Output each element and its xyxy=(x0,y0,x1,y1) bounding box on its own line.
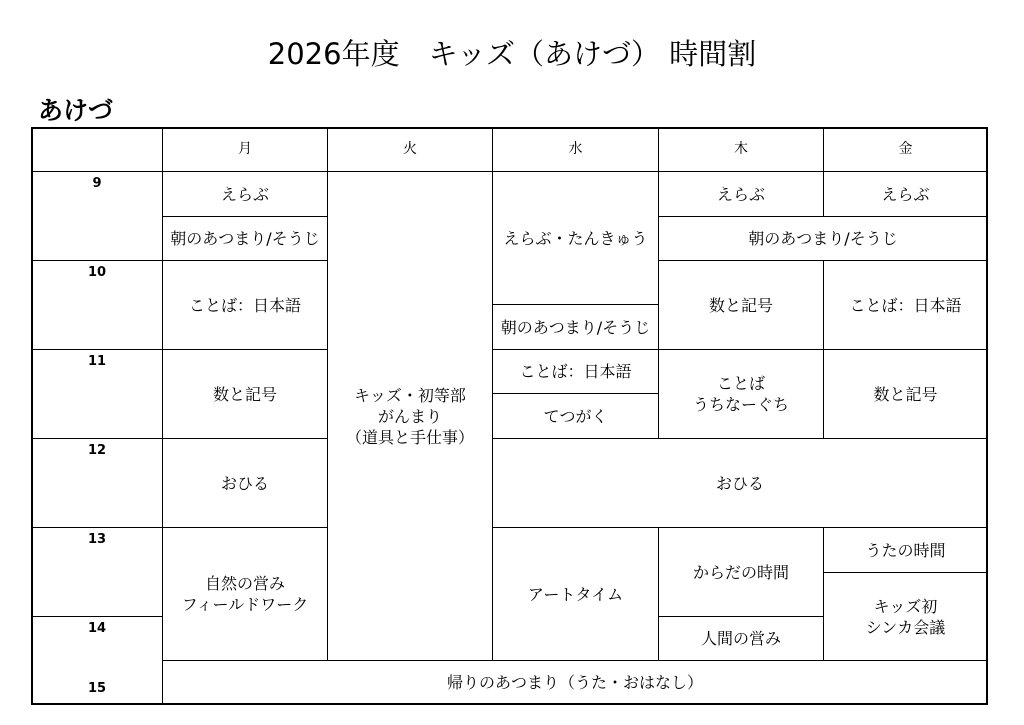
page-title: 2026年度 キッズ（あけづ） 時間割 xyxy=(267,37,757,71)
cell-tue-kids: キッズ・初等部 がんまり （道具と手仕事） xyxy=(327,171,493,661)
hour-label: 15 xyxy=(87,681,107,696)
header-mon: 月 xyxy=(162,127,328,172)
header-wed: 水 xyxy=(492,127,659,172)
cell-wed-fri-ohiru: おひる xyxy=(492,438,988,528)
cell-wed-tetsugaku: てつがく xyxy=(492,393,659,439)
cell-thu-erabu: えらぶ xyxy=(658,171,824,217)
cell-fri-uta: うたの時間 xyxy=(823,527,988,573)
cell-wed-kotoba: ことば：日本語 xyxy=(492,349,659,394)
cell-mon-erabu: えらぶ xyxy=(162,171,328,217)
cell-fri-kotoba: ことば：日本語 xyxy=(823,260,988,350)
hour-divider xyxy=(31,349,163,350)
hour-divider xyxy=(31,260,163,261)
cell-thu-kazu: 数と記号 xyxy=(658,260,824,350)
cell-mon-kotoba: ことば：日本語 xyxy=(162,260,328,350)
cell-mon-shizen: 自然の営み フィールドワーク xyxy=(162,527,328,661)
cell-fri-erabu: えらぶ xyxy=(823,171,988,217)
hour-divider xyxy=(31,527,163,528)
cell-mon-ohiru: おひる xyxy=(162,438,328,528)
cell-wed-art: アートタイム xyxy=(492,527,659,661)
header-blank xyxy=(31,127,163,172)
cell-thu-karada: からだの時間 xyxy=(658,527,824,617)
hour-label: 14 xyxy=(87,621,107,636)
hour-divider xyxy=(31,438,163,439)
cell-mon-asa: 朝のあつまり/そうじ xyxy=(162,216,328,261)
hour-label: 11 xyxy=(87,354,107,369)
cell-kaeri: 帰りのあつまり（うた・おはなし） xyxy=(162,660,988,705)
cell-fri-kazu: 数と記号 xyxy=(823,349,988,439)
hour-label: 9 xyxy=(92,176,102,191)
hour-label: 12 xyxy=(87,443,107,458)
header-tue: 火 xyxy=(327,127,493,172)
cell-wed-erabu: えらぶ・たんきゅう xyxy=(492,171,659,305)
class-name: あけづ xyxy=(38,96,114,125)
cell-thu-kotoba: ことば うちなーぐち xyxy=(658,349,824,439)
hour-label: 10 xyxy=(87,265,107,280)
cell-thu-ningen: 人間の営み xyxy=(658,616,824,661)
cell-mon-kazu: 数と記号 xyxy=(162,349,328,439)
cell-wed-asa: 朝のあつまり/そうじ xyxy=(492,304,659,350)
hour-divider xyxy=(31,616,163,617)
cell-fri-kaigi: キッズ初 シンカ会議 xyxy=(823,572,988,661)
header-thu: 木 xyxy=(658,127,824,172)
cell-thu-fri-asa: 朝のあつまり/そうじ xyxy=(658,216,988,261)
header-fri: 金 xyxy=(823,127,988,172)
hour-label: 13 xyxy=(87,532,107,547)
